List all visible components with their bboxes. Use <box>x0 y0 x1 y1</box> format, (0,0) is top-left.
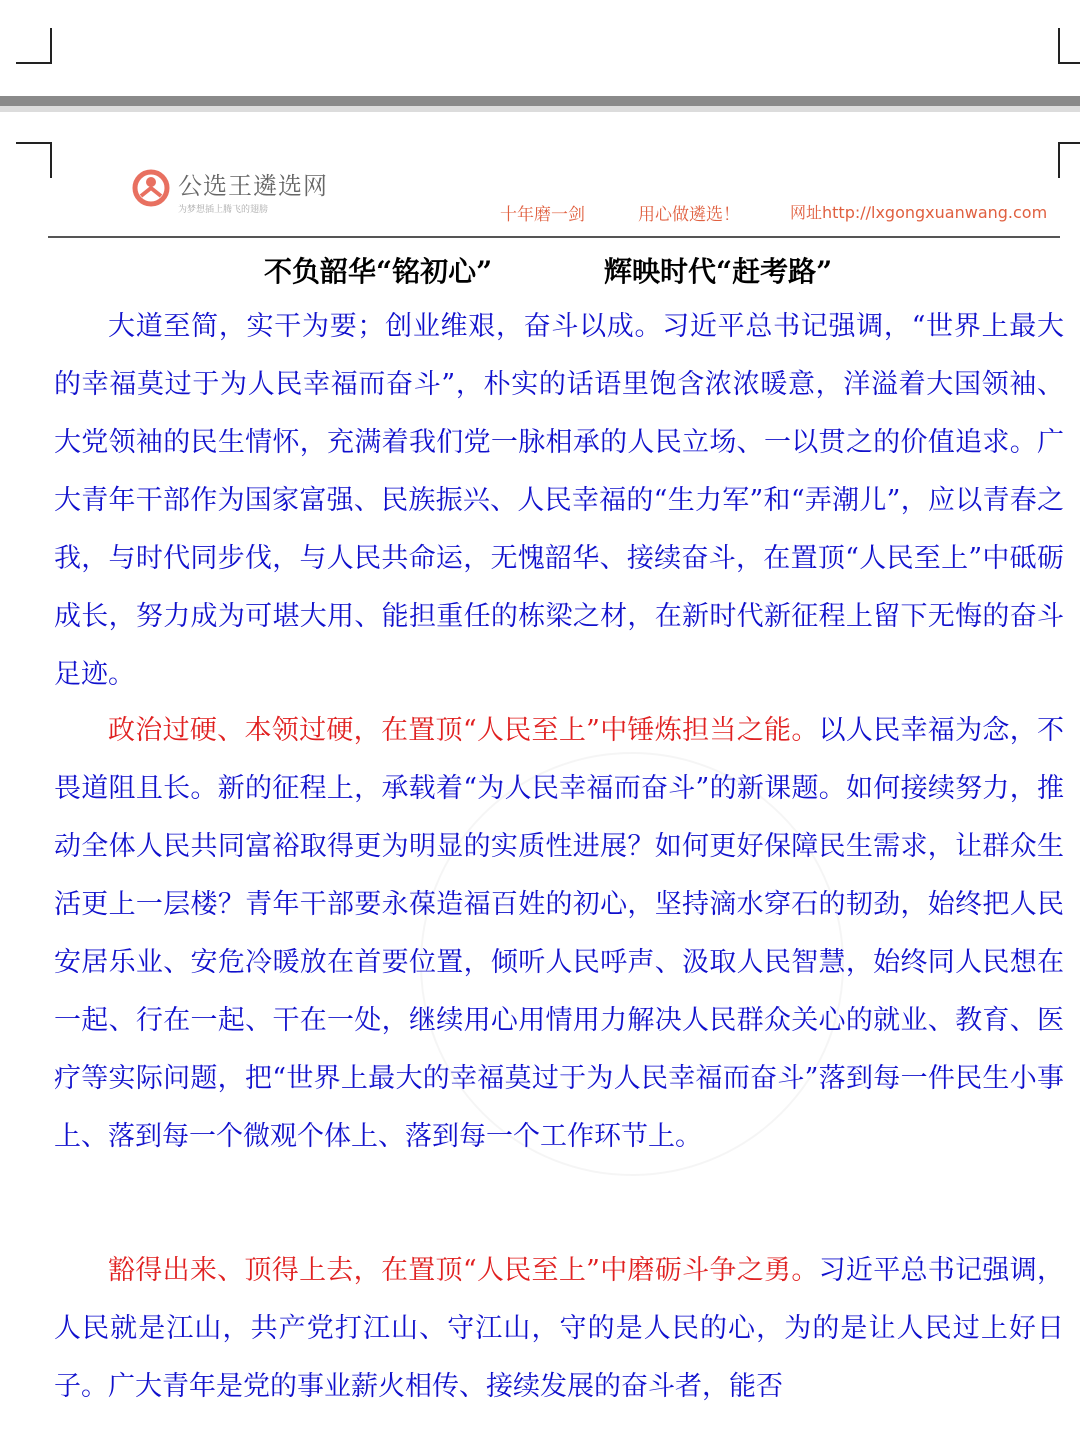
paragraph-1-text: 大道至简，实干为要；创业维艰，奋斗以成。习近平总书记强调，“世界上最大的幸福莫过于为人民幸福而奋斗”，朴实的话语里饱含浓浓暖意，洋溢着大国领袖、大党领袖的民生情怀，充满着我们党一脉相承的人民立场、一以贯之的价值追求。广大青年干部作为国家富强、民族振兴、人民幸福的“生力军”和“弄潮儿”，应以青春之我，与时代同步伐，与人民共命运，无愧韶华、接续奋斗，在置顶“人民至上”中砥砺成长，努力成为可堪大用、能担重任的栋梁之材，在新时代新征程上留下无悔的奋斗足迹。 <box>54 311 1064 690</box>
logo-text: 公选王遴选网 <box>178 172 328 200</box>
paragraph-2-text: 以人民幸福为念，不畏道阻且长。新的征程上，承载着“为人民幸福而奋斗”的新课题。如何接续努力，推动全体人民共同富裕取得更为明显的实质性进展？如何更好保障民生需求，让群众生活更上一层楼？青年干部要永葆造福百姓的初心，坚持滴水穿石的韧劲，始终把人民安居乐业、安危冷暖放在首要位置，倾听人民呼声、汲取人民智慧，始终同人民想在一起、行在一起、干在一处，继续用心用情用力解决人民群众关心的就业、教育、医疗等实际问题，把“世界上最大的幸福莫过于为人民幸福而奋斗”落到每一件民生小事上、落到每一个微观个体上、落到每一个工作环节上。 <box>54 715 1064 1152</box>
site-logo <box>132 166 372 222</box>
website-url: 网址http://lxgongxuanwang.com <box>790 203 1048 222</box>
header-divider <box>48 236 1060 238</box>
crop-mark-top-left <box>16 28 52 64</box>
crop-mark-right <box>1058 142 1080 178</box>
title-part-1: 不负韶华“铭初心” <box>264 255 493 288</box>
paragraph-3 <box>54 1242 1064 1416</box>
paragraph-1 <box>54 298 1064 704</box>
previous-page-bottom <box>0 0 1080 96</box>
motto-1: 十年磨一剑 <box>500 205 585 225</box>
paragraph-2 <box>54 702 1064 1166</box>
paragraph-3-text: 习近平总书记强调，人民就是江山，共产党打江山、守江山，守的是人民的心，为的是让人民过上好日子。广大青年是党的事业薪火相传、接续发展的奋斗者，能否 <box>54 1255 1064 1402</box>
logo-subtext: 为梦想插上腾飞的翅膀 <box>178 205 269 215</box>
document-page <box>0 112 1080 1440</box>
page-separator <box>0 96 1080 106</box>
paragraph-3-heading: 豁得出来、顶得上去，在置顶“人民至上”中磨砺斗争之勇。 <box>108 1255 819 1286</box>
logo-icon <box>132 166 170 210</box>
crop-mark-left <box>16 142 52 178</box>
paragraph-2-heading: 政治过硬、本领过硬，在置顶“人民至上”中锤炼担当之能。 <box>108 715 819 746</box>
motto-2: 用心做遴选！ <box>638 205 740 225</box>
crop-mark-top-right <box>1058 28 1080 64</box>
title-part-2: 辉映时代“赶考路” <box>604 255 833 288</box>
